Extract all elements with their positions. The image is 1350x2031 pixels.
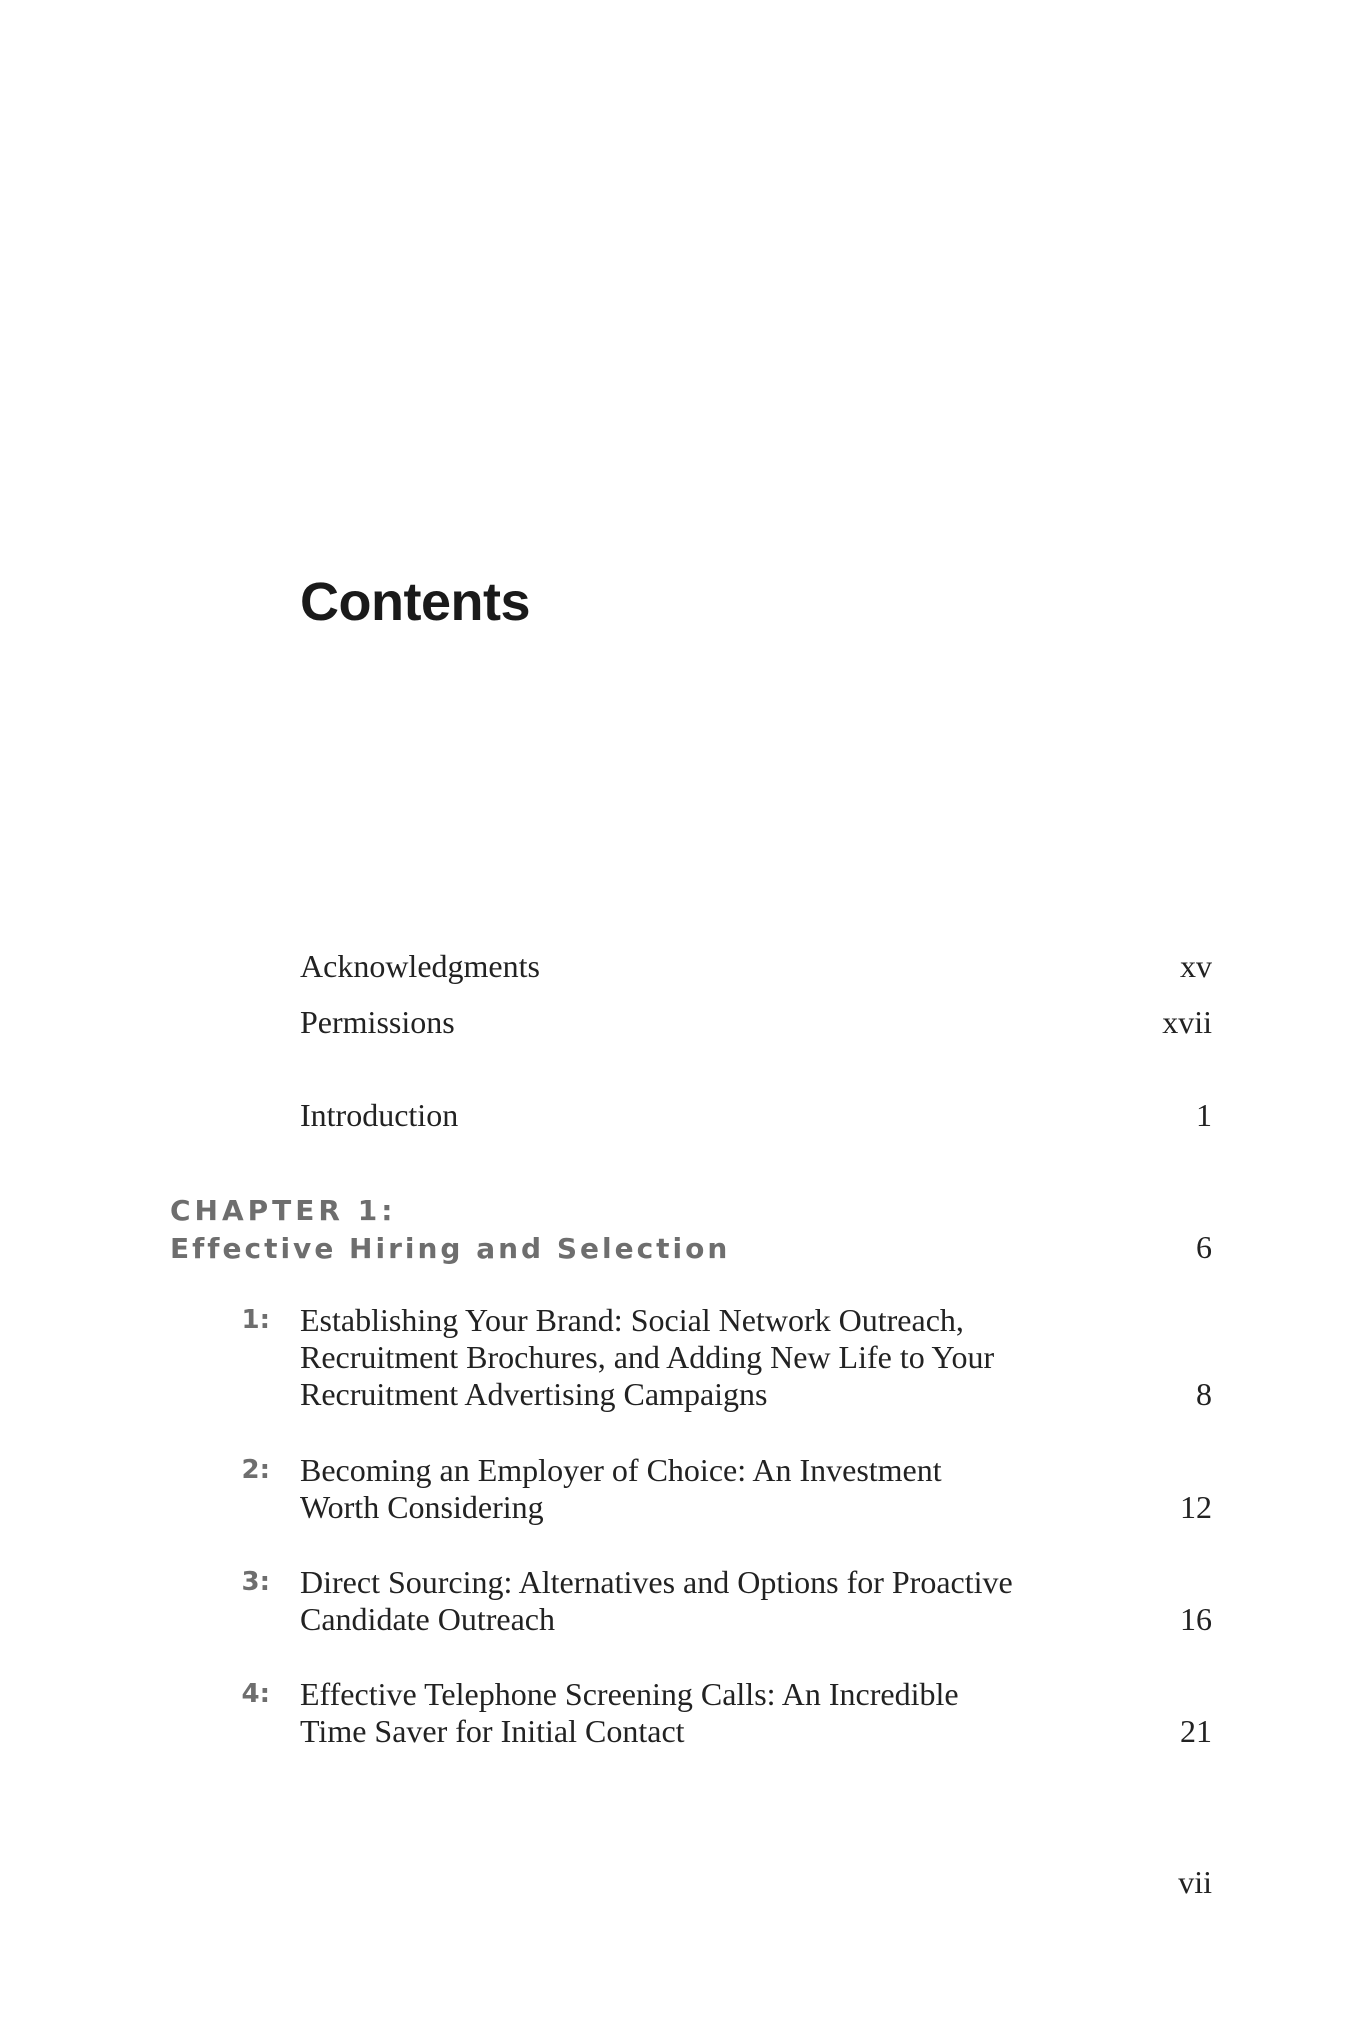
section-title: Becoming an Employer of Choice: An Investment Worth Considering: [300, 1452, 942, 1525]
section-number: 4:: [241, 1679, 270, 1709]
chapter-title: Effective Hiring and Selection: [170, 1232, 731, 1265]
toc-section-entry-2[interactable]: [200, 1452, 1212, 1526]
section-page: 16: [1180, 1601, 1212, 1637]
page-folio: vii: [1178, 1864, 1212, 1900]
toc-row-introduction[interactable]: [300, 1097, 1212, 1134]
section-page: 12: [1180, 1489, 1212, 1525]
toc-section-entry-4[interactable]: [200, 1676, 1212, 1750]
section-title: Establishing Your Brand: Social Network Outreach, Recruitment Brochures, and Adding New Life to Your Recruitment Advertising Campaigns: [300, 1302, 995, 1412]
section-number: 1:: [241, 1305, 270, 1335]
toc-entry-page: xv: [1180, 948, 1212, 984]
toc-row-acknowledgments[interactable]: [300, 948, 1212, 985]
chapter-page: 6: [1196, 1229, 1212, 1265]
chapter-label: CHAPTER 1:: [170, 1194, 397, 1227]
section-title: Effective Telephone Screening Calls: An Incredible Time Saver for Initial Contact: [300, 1676, 959, 1749]
toc-entry-label: Acknowledgments: [300, 948, 540, 984]
toc-entry-label: Introduction: [300, 1097, 459, 1133]
toc-entry-label: Permissions: [300, 1004, 455, 1040]
section-page: 8: [1196, 1376, 1212, 1412]
section-page: 21: [1180, 1713, 1212, 1749]
chapter-heading[interactable]: [170, 1192, 1212, 1267]
page-title: Contents: [300, 572, 530, 632]
toc-section-entry-1[interactable]: [200, 1302, 1212, 1413]
section-title: Direct Sourcing: Alternatives and Options for Proactive Candidate Outreach: [300, 1564, 1013, 1637]
toc-entry-page: xvii: [1162, 1004, 1212, 1040]
section-number: 3:: [241, 1567, 270, 1597]
toc-row-permissions[interactable]: [300, 1004, 1212, 1041]
toc-section-entry-3[interactable]: [200, 1564, 1212, 1638]
section-number: 2:: [241, 1455, 270, 1485]
toc-entry-page: 1: [1196, 1097, 1212, 1133]
